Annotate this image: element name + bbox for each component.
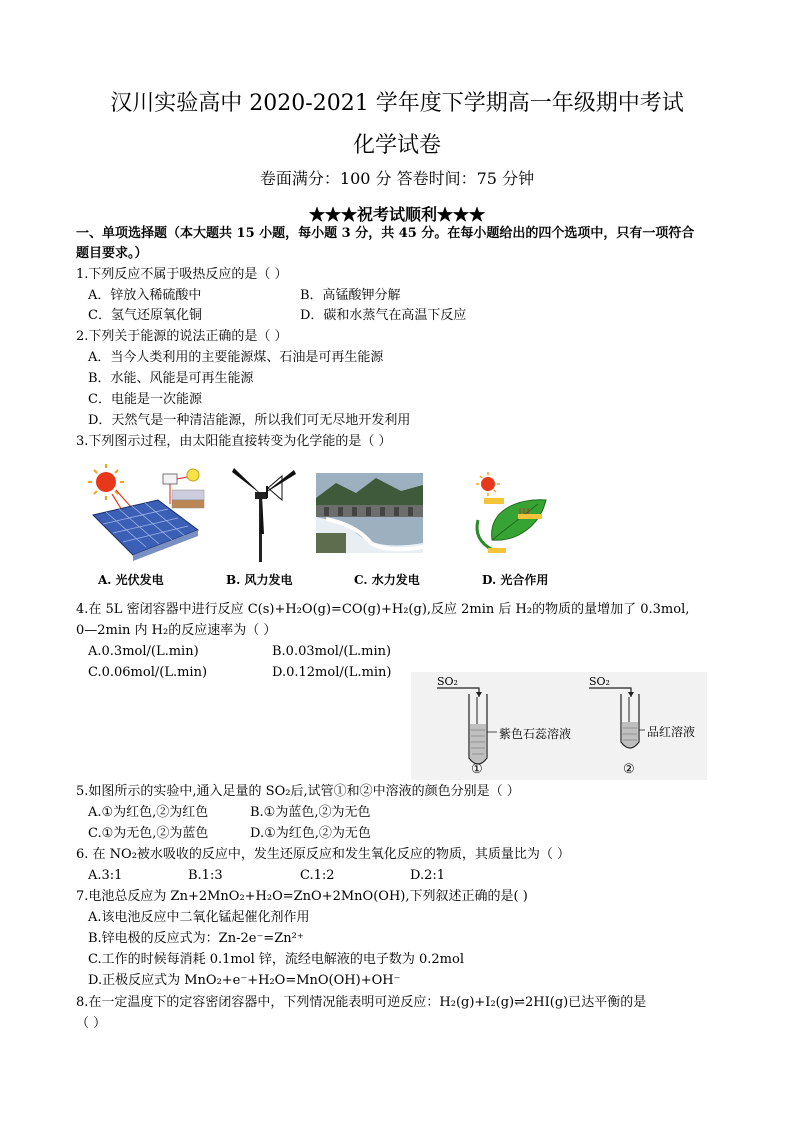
q8-stem-line2: （ ） <box>76 1016 107 1031</box>
photosynthesis-image <box>458 470 553 560</box>
q5-option-b: B.①为蓝色,②为无色 <box>250 805 371 820</box>
section-heading-line2: 题目要求。） <box>76 246 148 261</box>
q7-option-c: C.工作的时候每消耗 0.1mol 锌，流经电解液的电子数为 0.2mol <box>88 952 464 967</box>
q2-option-d: D．天然气是一种清洁能源，所以我们可无尽地开发利用 <box>88 413 411 428</box>
tube2-solution-label: 品红溶液 <box>647 725 696 739</box>
q6-option-a: A.3:1 <box>88 868 123 883</box>
q3-caption-c: C. 水力发电 <box>354 573 420 587</box>
q3-stem: 3.下列图示过程，由太阳能直接转变为化学能的是（ ） <box>76 434 392 449</box>
tube1-gas-label: SO₂ <box>437 675 458 688</box>
q1-stem: 1.下列反应不属于吸热反应的是（ ） <box>76 267 288 282</box>
score-time: 卷面满分：100 分 答卷时间：75 分钟 <box>259 169 535 188</box>
q4-option-b: B.0.03mol/(L.min) <box>272 644 392 659</box>
q5-option-c: C.①为无色,②为蓝色 <box>88 826 209 841</box>
q4-option-d: D.0.12mol/(L.min) <box>272 665 392 680</box>
exam-title: 汉川实验高中 2020-2021 学年度下学期高一年级期中考试 <box>110 91 684 116</box>
q2-option-c: C．电能是一次能源 <box>88 392 202 407</box>
q4-stem-line2: 0—2min 内 H₂的反应速率为（ ） <box>76 623 277 638</box>
q5-stem: 5.如图所示的实验中,通入足量的 SO₂后,试管①和②中溶液的颜色分别是（ ） <box>76 784 520 799</box>
q8-stem-line1: 8.在一定温度下的定容密闭容器中，下列情况能表明可逆反应：H₂(g)+I₂(g)⇌2HI(g)已达平衡的是 <box>76 995 647 1010</box>
q3-caption-b: B. 风力发电 <box>226 573 293 587</box>
q2-option-b: B．水能、风能是可再生能源 <box>88 371 254 386</box>
q4-stem-line1: 4.在 5L 密闭容器中进行反应 C(s)+H₂O(g)=CO(g)+H₂(g),反应 2min 后 H₂的物质的量增加了 0.3mol, <box>76 602 690 617</box>
q1-option-a: A．锌放入稀硫酸中 <box>88 288 202 303</box>
q3-caption-d: D. 光合作用 <box>482 573 549 587</box>
tube1-number: ① <box>471 762 483 777</box>
wind-turbine-image <box>222 462 300 562</box>
exam-subtitle: 化学试卷 <box>352 133 441 158</box>
q7-stem: 7.电池总反应为 Zn+2MnO₂+H₂O=ZnO+2MnO(OH),下列叙述正确的是( ) <box>76 889 528 904</box>
section-heading-line1: 一、单项选择题（本大题共 15 小题，每小题 3 分，共 45 分。在每小题给出的四个选项中，只有一项符合 <box>76 226 695 241</box>
q6-stem: 6. 在 NO₂被水吸收的反应中，发生还原反应和发生氧化反应的物质，其质量比为（ ） <box>76 847 571 862</box>
q3-caption-a: A. 光伏发电 <box>98 573 164 587</box>
q7-option-a: A.该电池反应中二氧化锰起催化剂作用 <box>88 910 310 925</box>
q7-option-d: D.正极反应式为 MnO₂+e⁻+H₂O=MnO(OH)+OH⁻ <box>88 973 401 988</box>
blessing: ★★★祝考试顺利★★★ <box>308 205 485 224</box>
q6-option-d: D.2:1 <box>410 868 446 883</box>
q6-option-b: B.1:3 <box>188 868 223 883</box>
hydro-dam-image <box>316 473 423 553</box>
q5-option-d: D.①为红色,②为无色 <box>250 826 371 841</box>
q2-option-a: A．当今人类利用的主要能源煤、石油是可再生能源 <box>88 350 384 365</box>
q5-option-a: A.①为红色,②为红色 <box>88 805 209 820</box>
tube2-gas-label: SO₂ <box>589 675 610 688</box>
q4-option-a: A.0.3mol/(L.min) <box>88 644 199 659</box>
solar-panel-image <box>88 460 208 565</box>
q1-option-d: D．碳和水蒸气在高温下反应 <box>300 308 467 323</box>
tube1-solution-label: 紫色石蕊溶液 <box>499 727 572 741</box>
q4-option-c: C.0.06mol/(L.min) <box>88 665 208 680</box>
tube2-number: ② <box>623 762 635 777</box>
q1-option-c: C．氢气还原氧化铜 <box>88 308 202 323</box>
q7-option-b: B.锌电极的反应式为：Zn-2e⁻=Zn²⁺ <box>88 931 304 946</box>
q1-option-b: B．高锰酸钾分解 <box>300 288 401 303</box>
q6-option-c: C.1:2 <box>300 868 335 883</box>
test-tube-diagram <box>411 672 707 780</box>
q2-stem: 2.下列关于能源的说法正确的是（ ） <box>76 329 288 344</box>
